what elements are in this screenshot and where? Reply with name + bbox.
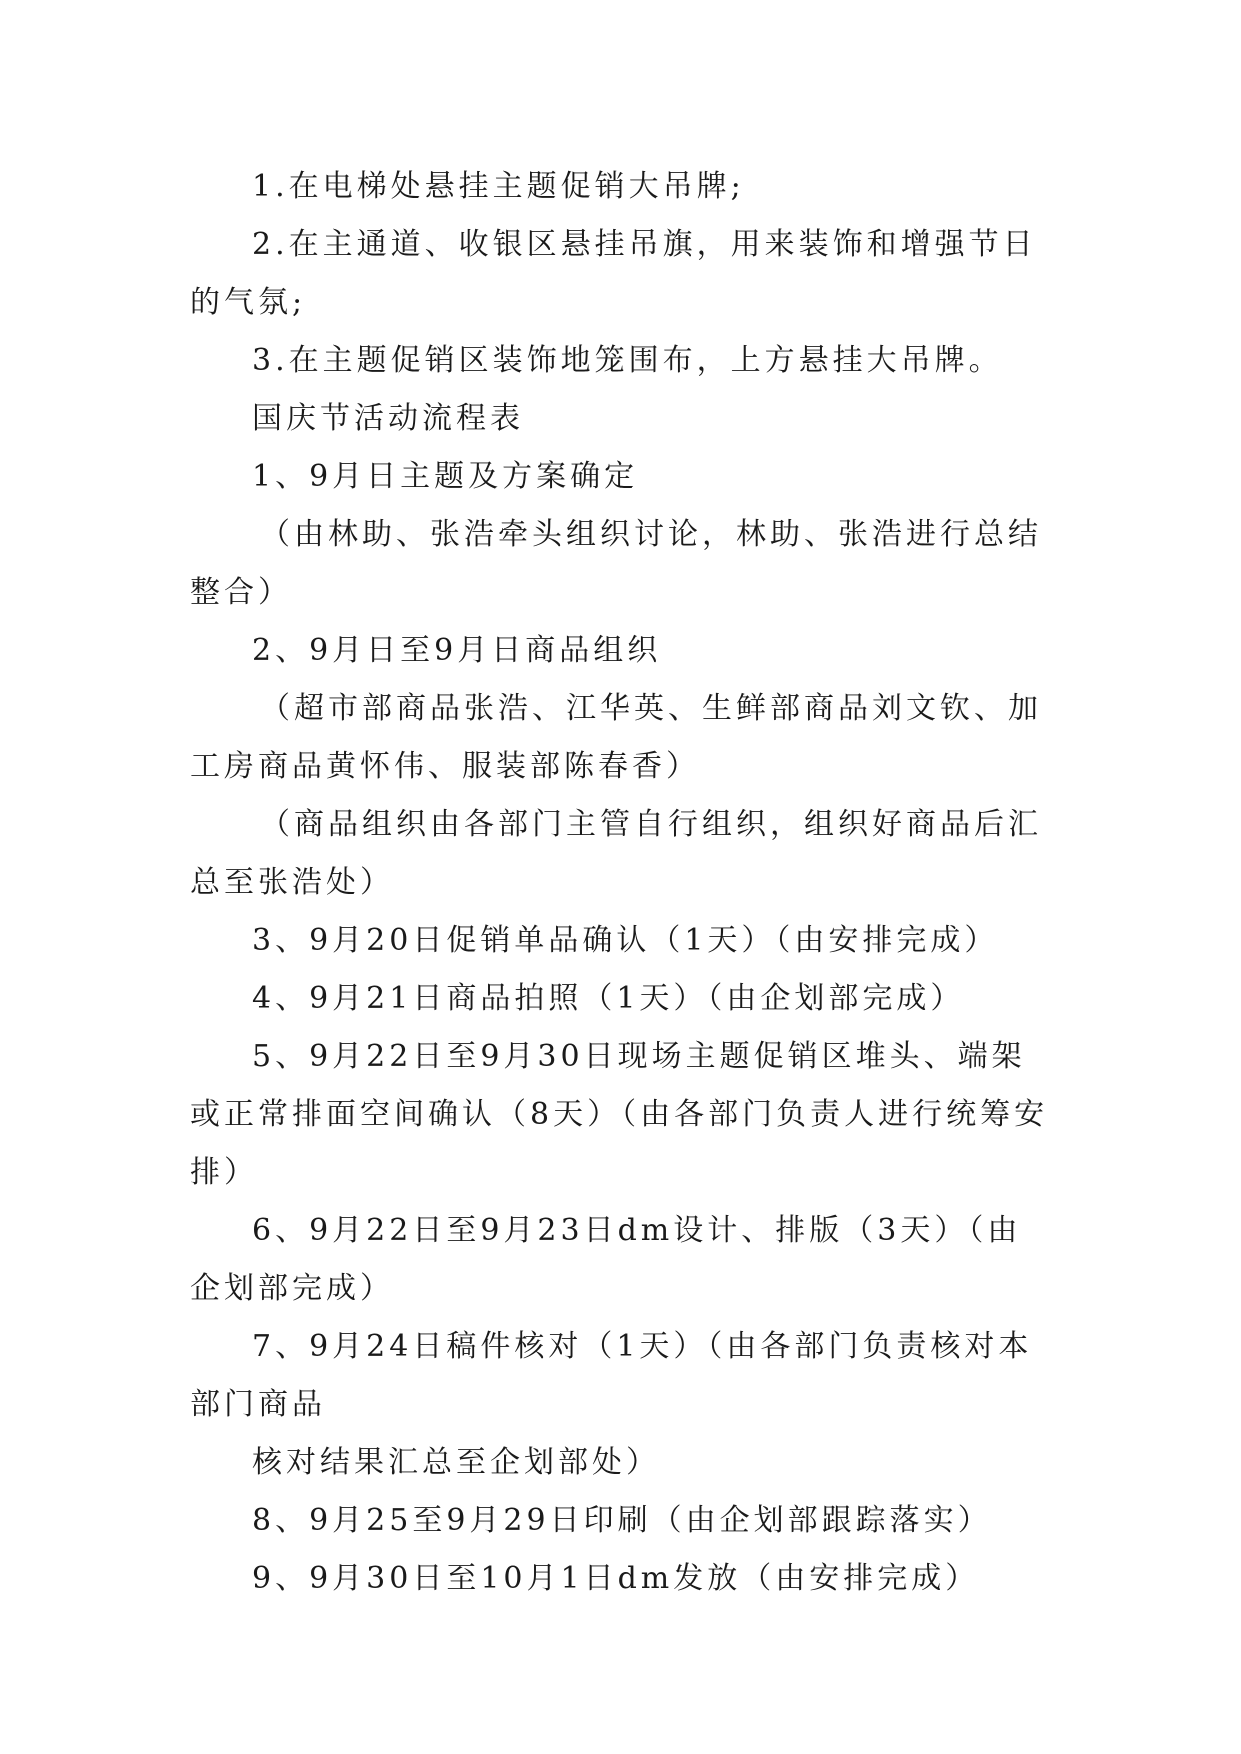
step-2-note-1: （超市部商品张浩、江华英、生鲜部商品刘文钦、加工房商品黄怀伟、服装部陈春香） bbox=[190, 691, 1042, 784]
step-7-continued: 核对结果汇总至企划部处） bbox=[252, 1445, 660, 1480]
step-8: 8、9月25至9月29日印刷（由企划部跟踪落实） bbox=[252, 1503, 992, 1538]
step-1: 1、9月日主题及方案确定 bbox=[252, 459, 639, 494]
step-1-note: （由林助、张浩牵头组织讨论，林助、张浩进行总结整合） bbox=[190, 517, 1042, 610]
step-3: 3、9月20日促销单品确认（1天）（由安排完成） bbox=[252, 923, 999, 958]
paragraph-3: 3.在主题促销区装饰地笼围布，上方悬挂大吊牌。 bbox=[252, 343, 1003, 378]
section-heading: 国庆节活动流程表 bbox=[252, 401, 524, 436]
paragraph-1: 1.在电梯处悬挂主题促销大吊牌; bbox=[252, 169, 745, 204]
document-body bbox=[190, 158, 1050, 1608]
step-7: 7、9月24日稿件核对（1天）（由各部门负责核对本部门商品 bbox=[190, 1329, 1033, 1422]
paragraph-2: 2.在主通道、收银区悬挂吊旗，用来装饰和增强节日的气氛; bbox=[190, 227, 1037, 320]
step-2-note-2: （商品组织由各部门主管自行组织，组织好商品后汇总至张浩处） bbox=[190, 807, 1042, 900]
step-6: 6、9月22日至9月23日dm设计、排版（3天）（由企划部完成） bbox=[190, 1213, 1022, 1306]
step-2: 2、9月日至9月日商品组织 bbox=[252, 633, 662, 668]
step-9: 9、9月30日至10月1日dm发放（由安排完成） bbox=[252, 1561, 980, 1596]
step-5: 5、9月22日至9月30日现场主题促销区堆头、端架或正常排面空间确认（8天）（由各部门负责人进行统筹安排） bbox=[190, 1039, 1049, 1190]
step-4: 4、9月21日商品拍照（1天）（由企划部完成） bbox=[252, 981, 965, 1016]
